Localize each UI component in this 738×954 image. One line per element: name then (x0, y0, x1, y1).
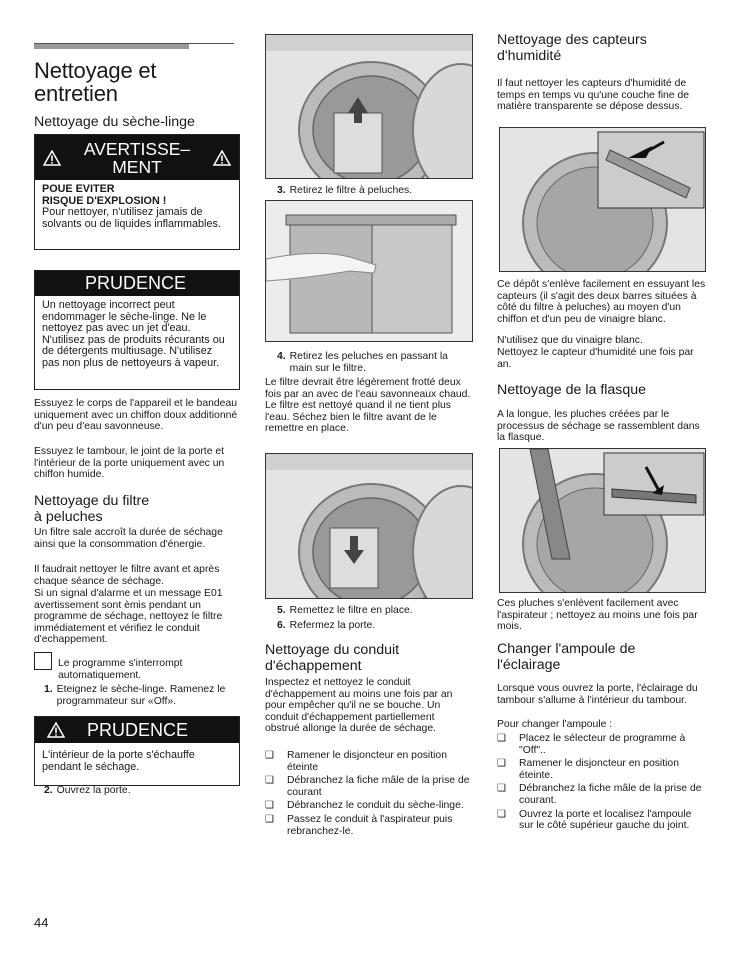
warning-title (61, 140, 213, 176)
caution-body-2: L'intérieur de la porte s'échauffe pendant le séchage. (42, 749, 195, 773)
step-5 (277, 605, 473, 617)
step-4 (277, 351, 473, 374)
checklist-item-text: Ramener le disjoncteur en position éteinte. (519, 758, 679, 781)
checklist-item (497, 758, 707, 781)
para-bulb-intro: Lorsque vous ouvrez la porte, l'éclairage du tambour s'allume à l'intérieur du tambour. (497, 683, 698, 706)
para-flask-intro: A la longue, les pluches créées par le processus de séchage se rassemblent dans la flasque. (497, 409, 700, 444)
top-rule (34, 43, 234, 49)
page-title-line1: Nettoyage et (34, 58, 157, 83)
checklist-item-text: Débranchez le conduit du sèche-linge. (287, 800, 464, 812)
illustration-filter-removal (265, 34, 473, 179)
warning-bold-line1: POUE EVITER (42, 183, 115, 195)
step-4-number: 4. (277, 351, 286, 362)
checkbox-icon: ❑ (265, 750, 274, 761)
section-heading-humidity-l2: d'humidité (497, 47, 562, 64)
illustration-humidity-sensors (499, 127, 706, 272)
step-5-number: 5. (277, 605, 286, 616)
step-2-text: Ouvrez la porte. (56, 785, 131, 796)
warning-text: Pour nettoyer, n'utilisez jamais de solvants ou de liquides inflammables. (42, 206, 221, 230)
warning-bold-line2: RISQUE D'EXPLOSION ! (42, 194, 167, 207)
para-alarm: Si un signal d'alarme et un message E01 avertissement sont èmis pendant un programme de séchage, nettoyez le filtre immédiatement et vérifiez le conduit d'echappement. (34, 588, 223, 646)
section-heading-dryer-cleaning: Nettoyage du sèche-linge (34, 114, 195, 130)
dryer-drum-illustration-2 (266, 454, 473, 599)
para-vinegar: N'utilisez que du vinaigre blanc. (497, 335, 643, 346)
para-filter-frequency: Il faudrait nettoyer le filtre avant et après chaque séance de séchage. (34, 564, 220, 587)
step-3-text: Retirez le filtre à peluches. (289, 185, 413, 196)
section-heading-bulb-l1: Changer l'ampoule de (497, 641, 636, 657)
checkbox-icon: ❑ (265, 813, 274, 825)
step-1-text: Eteignez le sèche-linge. Ramenez le programmateur sur «Off». (56, 684, 226, 707)
caution-title-1: PRUDENCE (85, 273, 187, 293)
checklist-item-text: Placez le sélecteur de programme à "Off".. (519, 733, 686, 756)
checklist-item (497, 733, 707, 756)
para-dirty-filter: Un filtre sale accroît la durée de séchage ainsi que la consommation d'énergie. (34, 527, 223, 550)
section-heading-humidity-sensors (497, 33, 709, 64)
checklist-item (265, 775, 471, 798)
step-2-number: 2. (44, 785, 53, 796)
section-heading-exhaust-l2: d'échappement (265, 657, 362, 674)
checkbox-icon: ❑ (265, 775, 274, 787)
warning-body (35, 180, 239, 234)
exhaust-checklist (265, 750, 471, 837)
checklist-item (497, 809, 707, 832)
step-5-text: Remettez le filtre en place. (289, 605, 413, 616)
step-1-number: 1. (44, 684, 53, 695)
checklist-item-text: Ouvrez la porte et localisez l'ampoule sur le côté supérieur gauche du joint. (519, 808, 692, 832)
para-drum-cleaning: Essuyez le tambour, le joint de la porte et l'intérieur de la porte uniquement avec un chiffon humide. (34, 446, 225, 481)
bulb-checklist (497, 733, 707, 832)
illustration-lint-cleaning (265, 200, 473, 342)
warning-title-line1: AVERTISSE– (83, 138, 191, 159)
sensor-illustration (500, 128, 706, 272)
checkbox-icon: ❑ (265, 800, 274, 812)
para-flask-cleaning: Ces pluches s'enlèvent facilement avec l'aspirateur ; nettoyez au moins une fois par mois. (497, 598, 698, 633)
caution-body-1: Un nettoyage incorrect peut endommager le sèche-linge. Ne le nettoyez pas avec un jet d'eau. N'utilisez pas de produits récurants ou de détergents multiusage. N'utilisez pas non plus de nettoyeurs à vapeur. (42, 299, 225, 369)
step-6 (277, 620, 473, 632)
para-bulb-change: Pour changer l'ampoule : (497, 719, 613, 730)
checklist-item-text: Passez le conduit à l'aspirateur puis rebranchez-le. (287, 813, 453, 837)
page-title-line2: entretien (34, 81, 118, 106)
step-6-text: Refermez la porte. (289, 620, 376, 631)
checklist-item-text: Ramener le disjoncteur en position éteinte (287, 750, 447, 773)
checklist-item-text: Débranchez la fiche mâle de la prise de courant. (519, 783, 702, 806)
caution-header-1 (35, 271, 239, 296)
checkbox-icon: ❑ (497, 758, 506, 770)
section-heading-lint-filter (34, 494, 240, 525)
warning-title-line2: MENT (112, 156, 162, 177)
para-exhaust: Inspectez et nettoyez le conduit d'échappement au moins une fois par an pour empêcher qu'il ne se bouche. Un conduit d'échappement partiellement obstrué allonge la durée de séchage. (265, 677, 453, 735)
caution-box-2 (34, 716, 240, 786)
step-2 (44, 785, 240, 797)
page-title (34, 59, 240, 105)
para-sensors-cleaning: Ce dépôt s'enlève facilement en essuyant les capteurs (il s'agit des deux barres situées à côté du filtre à peluches) au moyen d'un chiffon et d'un peu de vinaigre blanc. (497, 279, 706, 325)
checklist-item (497, 783, 707, 806)
section-heading-lint-filter-l2: à peluches (34, 508, 103, 525)
step-3-number: 3. (277, 185, 286, 196)
illustration-filter-replace (265, 453, 473, 599)
caution-title-2: PRUDENCE (87, 719, 189, 740)
warning-icon (213, 150, 231, 166)
para-sensors-intro: Il faut nettoyer les capteurs d'humidité de temps en temps vu qu'une couche fine de matière transparente se dépose dessus. (497, 78, 690, 113)
checklist-item (265, 800, 471, 812)
warning-box (34, 134, 240, 250)
para-body-cleaning: Essuyez le corps de l'appareil et le bandeau uniquement avec un chiffon doux additionné d'un peu d'eau savonneuse. (34, 398, 238, 433)
warning-icon (47, 722, 65, 738)
step-6-number: 6. (277, 620, 286, 631)
note-text: Le programme s'interrompt automatiquement. (58, 658, 183, 681)
note-icon (34, 652, 52, 670)
checklist-item (265, 814, 471, 837)
para-sensors-frequency: Nettoyez le capteur d'humidité une fois par an. (497, 347, 694, 370)
vacuum-illustration (500, 449, 706, 593)
checkbox-icon: ❑ (497, 808, 506, 820)
checkbox-icon: ❑ (497, 733, 506, 744)
checklist-item (265, 750, 471, 773)
section-heading-lint-filter-l1: Nettoyage du filtre (34, 493, 150, 509)
lint-filter-illustration (266, 201, 473, 342)
illustration-flask-vacuum (499, 448, 706, 593)
section-heading-bulb-l2: l'éclairage (497, 656, 561, 673)
step-3 (277, 185, 473, 197)
section-heading-bulb (497, 642, 707, 673)
warning-header (35, 135, 239, 180)
page-number: 44 (34, 915, 49, 930)
caution-box-1 (34, 270, 240, 390)
checkbox-icon: ❑ (497, 783, 506, 795)
step-4-text: Retirez les peluches en passant la main sur le filtre. (289, 351, 448, 374)
section-heading-flask: Nettoyage de la flasque (497, 382, 647, 398)
step-1 (44, 684, 240, 707)
section-heading-humidity-l1: Nettoyage des capteurs (497, 32, 647, 48)
section-heading-exhaust (265, 643, 471, 674)
caution-header-2 (35, 717, 239, 743)
checklist-item-text: Débranchez la fiche mâle de la prise de courant (287, 775, 470, 798)
para-filter-wash: Le filtre devrait être légèrement frotté deux fois par an avec de l'eau savonneaux chaud. Le filtre est nettoyé quand il ne tient plus l'eau. Séchez bien le filtre avant de le remettre en place. (265, 377, 471, 435)
dryer-drum-illustration (266, 35, 473, 179)
warning-icon (43, 150, 61, 166)
section-heading-exhaust-l1: Nettoyage du conduit (265, 642, 400, 658)
